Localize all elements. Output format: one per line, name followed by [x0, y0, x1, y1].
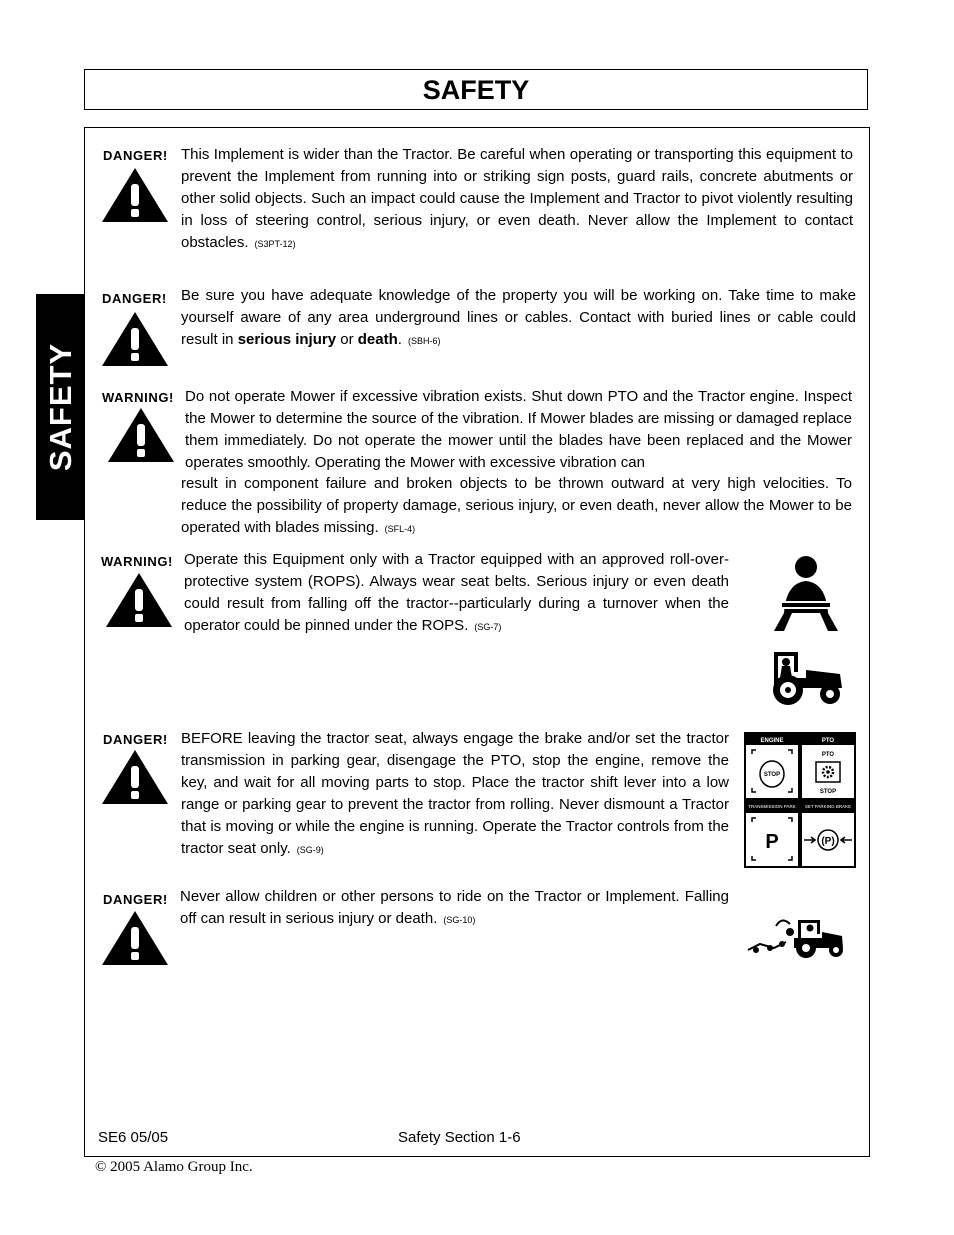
emphasis-text: death — [357, 331, 398, 348]
message-text: This Implement is wider than the Tractor. Be careful when operating or transporting this equipment to prevent the Implement from running into or striking sign posts, guard rails, concrete abutments or other solid objects. Such an impact could cause the Implement and Tractor to pivot violently resulting in loss of steering control, serious injury, or even death. Never allow the Implement to contact obstacles. — [181, 146, 853, 251]
message-code: (S3PT-12) — [254, 239, 296, 249]
danger-label: DANGER! — [103, 148, 168, 163]
danger-label: DANGER! — [103, 892, 168, 907]
warning-triangle-icon — [106, 406, 176, 464]
engine-stop-label: STOP — [763, 772, 781, 778]
rops-tractor-icon — [766, 648, 846, 708]
warning-triangle-icon — [104, 571, 174, 629]
park-p-label: P — [765, 831, 779, 853]
message-code: (SG-10) — [443, 915, 476, 925]
message-text: result in component failure and broken objects to be thrown outward at very high velocities. To reduce the possibility of property damage, serious injury, or even death, never allow the Mower to be operated with blades missing. — [181, 475, 852, 536]
message-text: or — [336, 331, 358, 348]
safety-message-6 — [180, 886, 729, 931]
message-text: Be sure you have adequate knowledge of the property you will be working on. Take time to make yourself aware of any area underground lines or cables. Contact with buried lines or cable could result in — [181, 287, 856, 348]
seatbelt-operator-icon — [770, 555, 842, 633]
transmission-park-label: TRANSMISSION PARK — [748, 804, 796, 809]
side-section-tab — [36, 294, 85, 520]
danger-label: DANGER! — [103, 732, 168, 747]
message-text: BEFORE leaving the tractor seat, always engage the brake and/or set the tractor transmission in parking gear, disengage the PTO, stop the engine, remove the key, and wait for all moving parts to stop. Place the tractor shift lever into a low range or parking gear to prevent the tractor from rolling. Never dismount a Tractor that is moving or while the engine is running. Operate the Tractor controls from the tractor seat only. — [181, 730, 729, 857]
pto-stop-label: STOP — [819, 789, 837, 795]
page-title: SAFETY — [84, 69, 868, 110]
emphasis-text: serious injury — [237, 331, 337, 348]
danger-label: DANGER! — [102, 291, 167, 306]
copyright-notice: © 2005 Alamo Group Inc. — [95, 1159, 253, 1175]
document-id: SE6 05/05 — [98, 1129, 169, 1146]
safety-content-box — [84, 127, 870, 1157]
tractor-controls-panel — [744, 732, 856, 868]
no-riders-tractor-icon — [746, 912, 846, 958]
pto-label: PTO — [821, 738, 835, 744]
engine-label: ENGINE — [760, 738, 784, 744]
parking-brake-label: SET PARKING BRAKE — [804, 804, 852, 809]
warning-triangle-icon — [100, 909, 170, 967]
message-code: (SFL-4) — [384, 524, 416, 534]
safety-message-2 — [181, 285, 856, 352]
warning-label: WARNING! — [102, 390, 174, 405]
warning-triangle-icon — [100, 748, 170, 806]
safety-message-4 — [184, 549, 729, 638]
message-text: Operate this Equipment only with a Tractor equipped with an approved roll-over-protective system (ROPS). Always wear seat belts. Serious injury or even death could result from falling off the tractor--particularly during a turnover when the operator could be pinned under the ROPS. — [184, 551, 729, 634]
warning-triangle-icon — [100, 310, 170, 368]
message-text: Never allow children or other persons to ride on the Tractor or Implement. Falling off can result in serious injury or death. — [180, 888, 729, 927]
safety-message-3b — [181, 473, 852, 540]
safety-message-5 — [181, 728, 729, 861]
message-code: (SBH-6) — [407, 336, 441, 346]
warning-triangle-icon — [100, 166, 170, 224]
message-code: (SG-7) — [474, 622, 502, 632]
page-section-number: Safety Section 1-6 — [398, 1129, 521, 1146]
brake-p-label: (P) — [821, 836, 835, 847]
safety-message-3a: Do not operate Mower if excessive vibration exists. Shut down PTO and the Tractor engine. Inspect the Mower to determine the source of the vibration. If Mower blades are missing or damaged replace them immediately. Do not operate the mower until the blades have been replaced and the Mower operates smoothly. Operating the Mower with excessive vibration can — [185, 388, 853, 471]
warning-label: WARNING! — [101, 554, 173, 569]
pto-inner-label: PTO — [821, 752, 835, 758]
message-code: (SG-9) — [296, 845, 324, 855]
message-text: . — [397, 331, 402, 348]
safety-message-1 — [181, 144, 853, 255]
side-tab-label: SAFETY — [42, 342, 78, 472]
